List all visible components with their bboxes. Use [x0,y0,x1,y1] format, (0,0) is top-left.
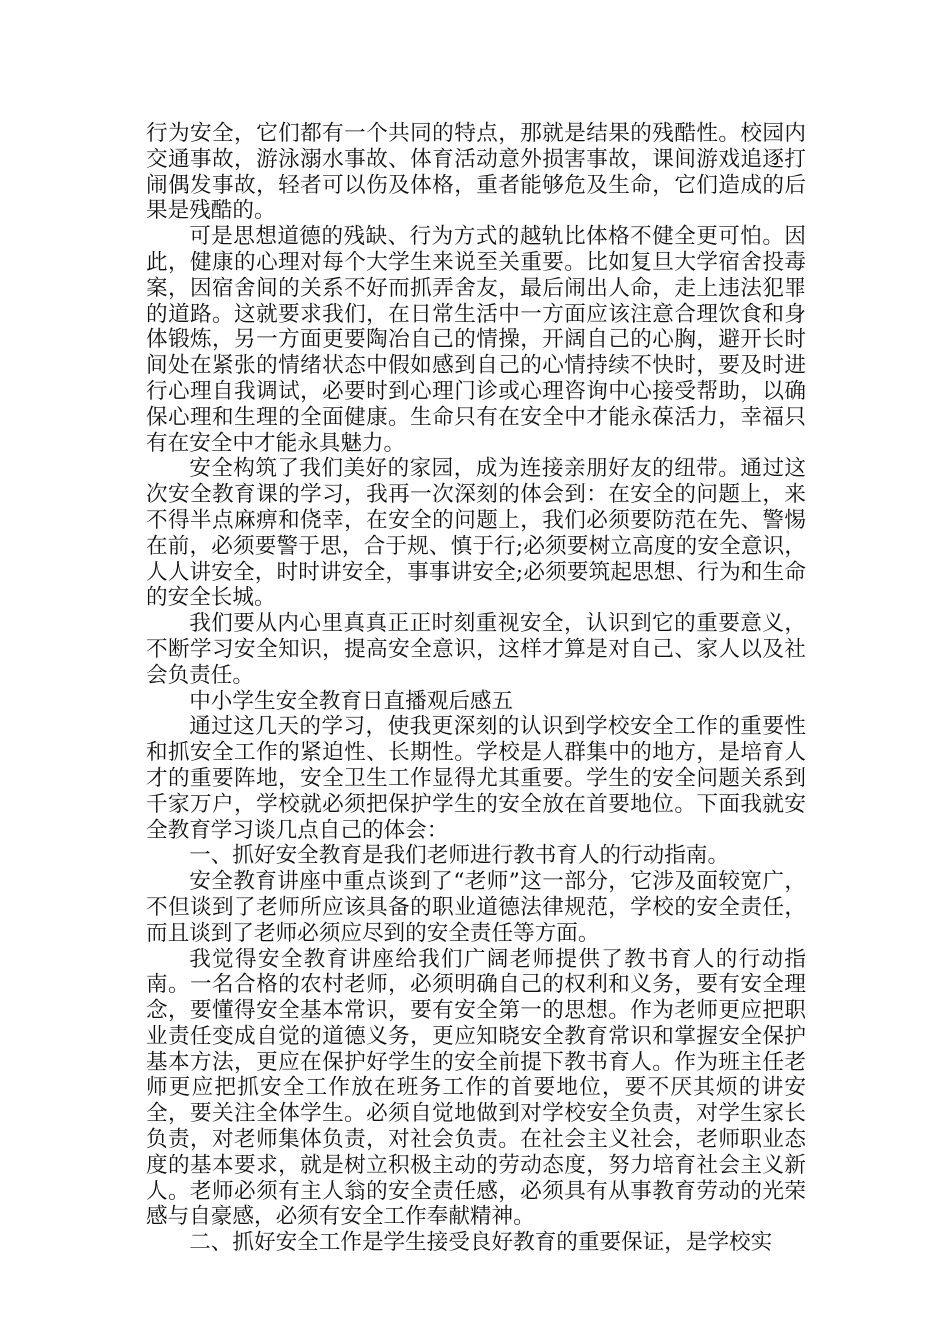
document-page [146,121,806,1256]
point-one-heading: 一、抓好安全教育是我们老师进行教书育人的行动指南。 [189,843,730,869]
paragraph-1: 行为安全，它们都有一个共同的特点，那就是结果的残酷性。校园内交通事故，游泳溺水事故、体育活动意外损害事故，课间游戏追逐打闹偶发事故，轻者可以伤及体格，重者能够危及生命，它们造成的后果是残酷的。 [146,121,806,224]
paragraph-4: 我们要从内心里真真正正时刻重视安全，认识到它的重要意义，不断学习安全知识，提高安全意识，这样才算是对自己、家人以及社会负责任。 [146,611,806,688]
paragraph-3: 安全构筑了我们美好的家园，成为连接亲朋好友的纽带。通过这次安全教育课的学习，我再一次深刻的体会到：在安全的问题上，来不得半点麻痹和侥幸，在安全的问题上，我们必须要防范在先、警惕在前，必须要警于思，合于规、慎于行;必须要树立高度的安全意识，人人讲安全，时时讲安全，事事讲安全;必须要筑起思想、行为和生命的安全长城。 [146,456,806,611]
paragraph-8: 安全教育讲座中重点谈到了“老师”这一部分，它涉及面较宽广，不但谈到了老师所应该具备的职业道德法律规范，学校的安全责任，而且谈到了老师必须应尽到的安全责任等方面。 [146,869,806,946]
paragraph-2: 可是思想道德的残缺、行为方式的越轨比体格不健全更可怕。因此，健康的心理对每个大学生来说至关重要。比如复旦大学宿舍投毒案，因宿舍间的关系不好而抓弄舍友，最后闹出人命，走上违法犯罪的道路。这就要求我们，在日常生活中一方面应该注意合理饮食和身体锻炼，另一方面更要陶冶自己的情操，开阔自己的心胸，避开长时间处在紧张的情绪状态中假如感到自己的心情持续不快时，要及时进行心理自我调试，必要时到心理门诊或心理咨询中心接受帮助，以确保心理和生理的全面健康。生命只有在安全中才能永葆活力，幸福只有在安全中才能永具魅力。 [146,224,806,456]
section-heading: 中小学生安全教育日直播观后感五 [189,688,514,714]
point-two-heading: 二、抓好安全工作是学生接受良好教育的重要保证，是学校实 [189,1230,773,1256]
paragraph-6: 通过这几天的学习，使我更深刻的认识到学校安全工作的重要性和抓安全工作的紧迫性、长期性。学校是人群集中的地方，是培育人才的重要阵地，安全卫生工作显得尤其重要。学生的安全问题关系到千家万户，学校就必须把保护学生的安全放在首要地位。下面我就安全教育学习谈几点自己的体会： [146,714,806,843]
paragraph-9: 我觉得安全教育讲座给我们广阔老师提供了教书育人的行动指南。一名合格的农村老师，必须明确自己的权利和义务，要有安全理念，要懂得安全基本常识，要有安全第一的思想。作为老师更应把职业责任变成自觉的道德义务，更应知晓安全教育常识和掌握安全保护基本方法，更应在保护好学生的安全前提下教书育人。作为班主任老师更应把抓安全工作放在班务工作的首要地位，要不厌其烦的讲安全，要关注全体学生。必须自觉地做到对学校安全负责，对学生家长负责，对老师集体负责，对社会负责。在社会主义社会，老师职业态度的基本要求，就是树立积极主动的劳动态度，努力培育社会主义新人。老师必须有主人翁的安全责任感，必须具有从事教育劳动的光荣感与自豪感，必须有安全工作奉献精神。 [146,946,806,1230]
